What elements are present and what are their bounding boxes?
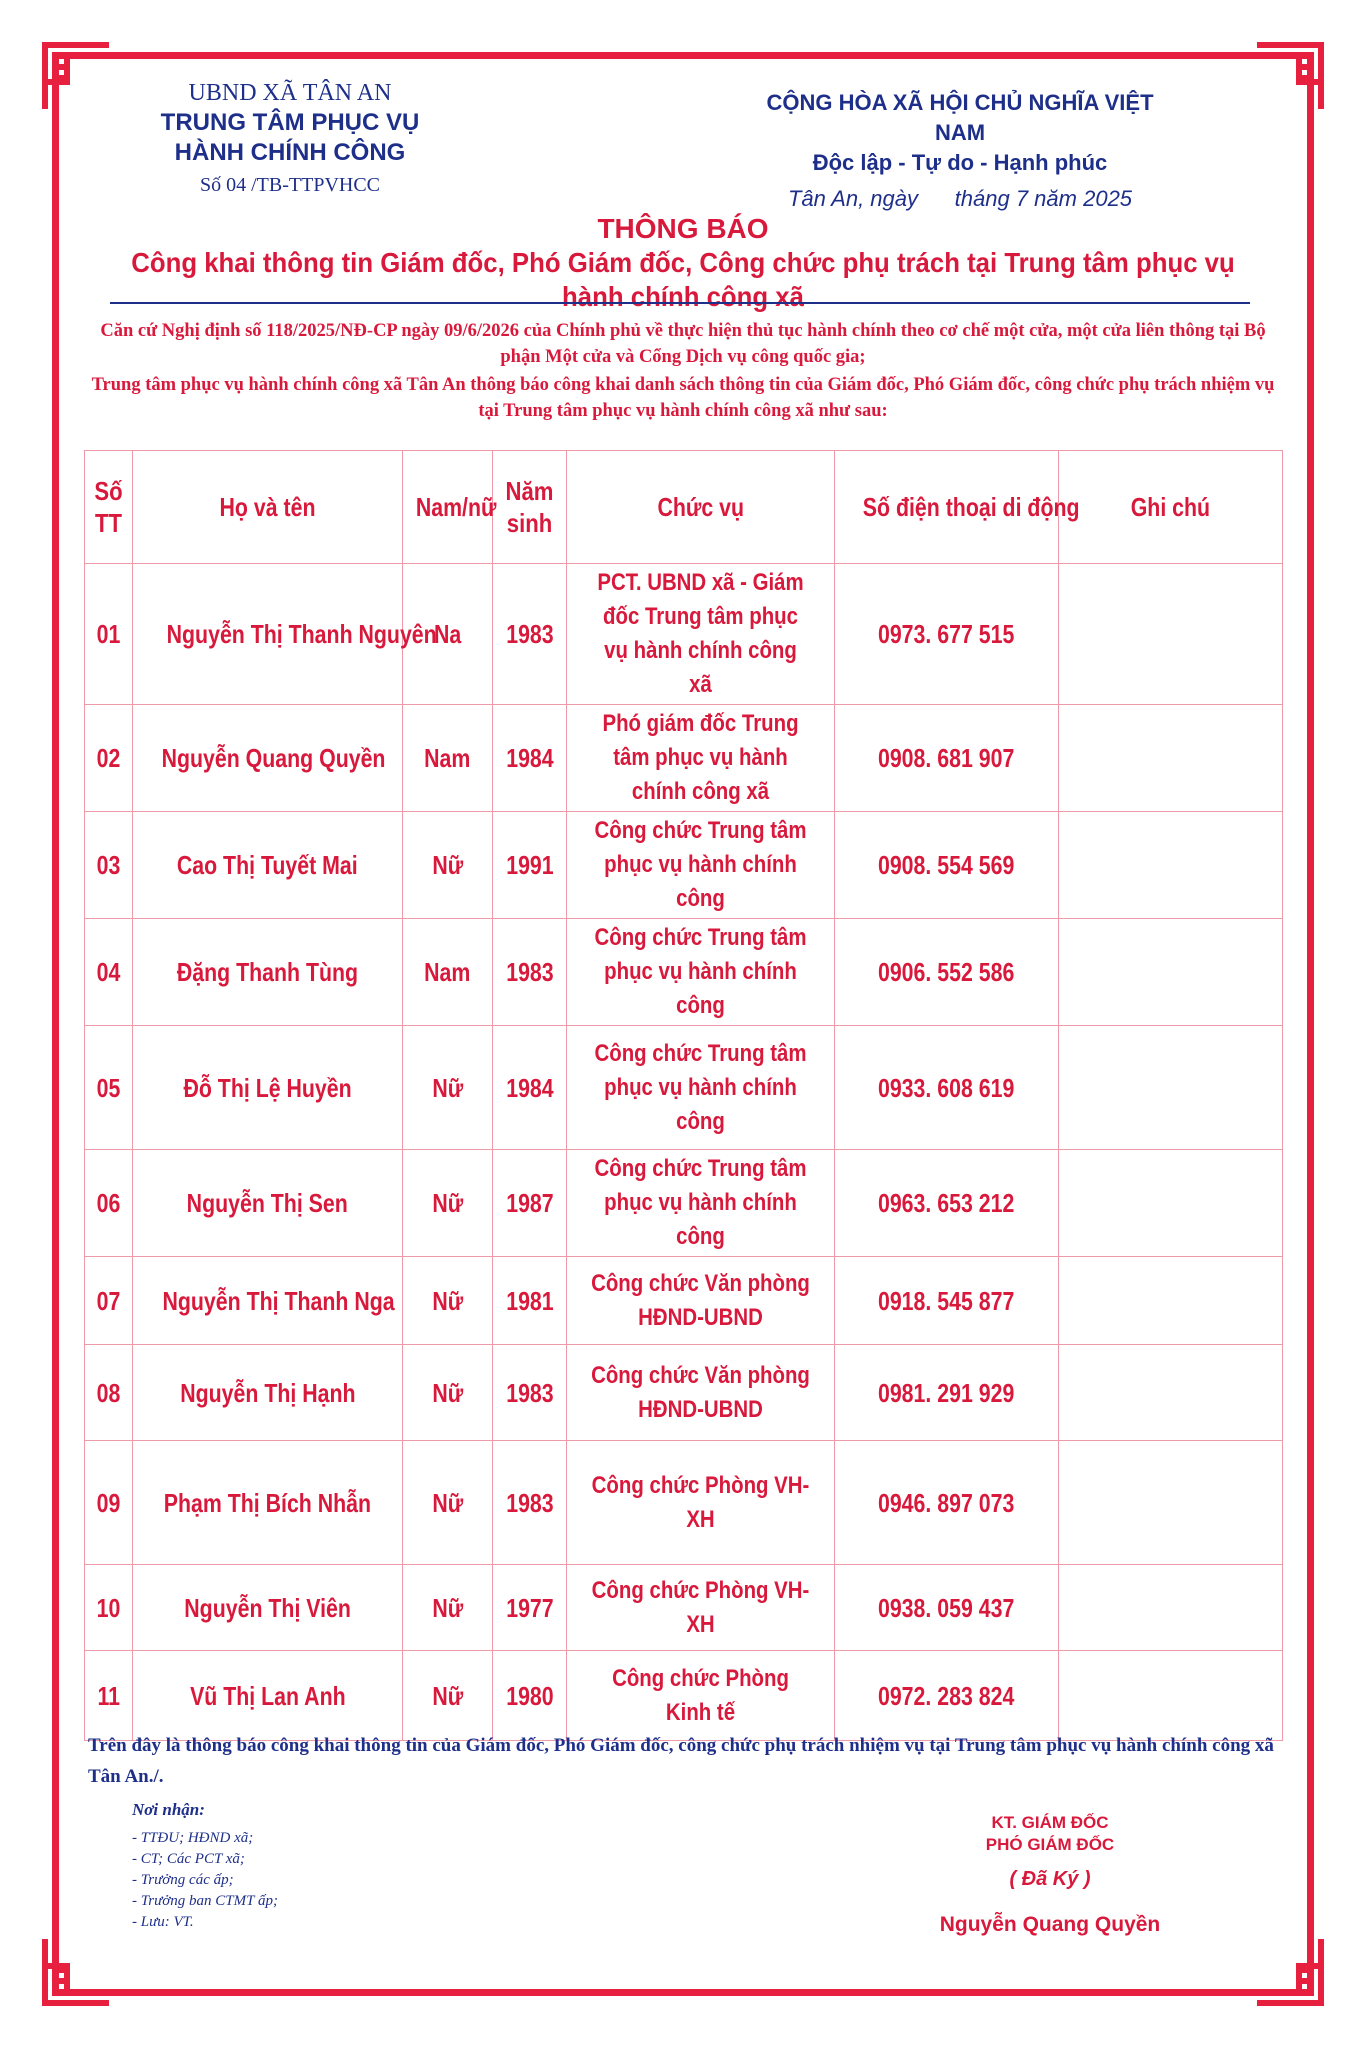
cell-stt: 08 — [85, 1345, 133, 1441]
cell-name: Nguyễn Thị Viên — [133, 1565, 403, 1651]
table-row — [85, 1257, 1283, 1345]
cell-stt: 01 — [85, 564, 133, 705]
cell-note — [1059, 919, 1283, 1026]
cell-position: Công chức Trung tâm phục vụ hành chính công — [567, 1150, 835, 1257]
cell-note — [1059, 1026, 1283, 1150]
table-row — [85, 1565, 1283, 1651]
corner-ornament-bottom-left — [42, 1936, 112, 2006]
cell-name: Nguyễn Thị Hạnh — [133, 1345, 403, 1441]
cell-note — [1059, 1345, 1283, 1441]
cell-phone: 0963. 653 212 — [835, 1150, 1059, 1257]
cell-position: Công chức Trung tâm phục vụ hành chính công — [567, 812, 835, 919]
header-name: Họ và tên — [133, 451, 403, 564]
cell-stt: 02 — [85, 705, 133, 812]
cell-name: Phạm Thị Bích Nhẫn — [133, 1441, 403, 1565]
table-row — [85, 1026, 1283, 1150]
cell-name: Nguyễn Thị Thanh Nguyên — [133, 564, 403, 705]
cell-gender: Nữ — [403, 1026, 493, 1150]
cell-year: 1984 — [493, 1026, 567, 1150]
cell-note — [1059, 564, 1283, 705]
cell-note — [1059, 1651, 1283, 1741]
issuer-header — [120, 78, 460, 197]
cell-position: Công chức Văn phòng HĐND-UBND — [567, 1257, 835, 1345]
cell-stt: 11 — [85, 1651, 133, 1741]
cell-gender: Nữ — [403, 1150, 493, 1257]
signer-name: Nguyễn Quang Quyền — [939, 1913, 1161, 1936]
recipient-item: - Trưởng các ấp; — [132, 1872, 234, 1888]
cell-year: 1983 — [493, 1441, 567, 1565]
recipient-item: - CT; Các PCT xã; — [132, 1851, 245, 1867]
cell-name: Cao Thị Tuyết Mai — [133, 812, 403, 919]
cell-phone: 0973. 677 515 — [835, 564, 1059, 705]
table-row — [85, 1150, 1283, 1257]
cell-note — [1059, 705, 1283, 812]
recipients-block — [132, 1800, 278, 1933]
cell-stt: 10 — [85, 1565, 133, 1651]
closing-statement: Trên đây là thông báo công khai thông tin của Giám đốc, Phó Giám đốc, công chức phụ trách nhiệm vụ tại Trung tâm phục vụ hành chính công xã Tân An./. — [88, 1735, 1274, 1787]
header-note: Ghi chú — [1059, 451, 1283, 564]
cell-name: Đặng Thanh Tùng — [133, 919, 403, 1026]
table-row — [85, 1441, 1283, 1565]
cell-year: 1977 — [493, 1565, 567, 1651]
cell-stt: 09 — [85, 1441, 133, 1565]
table-row — [85, 812, 1283, 919]
signature-authority: KT. GIÁM ĐỐC — [991, 1813, 1109, 1832]
table-row — [85, 564, 1283, 705]
cell-phone: 0906. 552 586 — [835, 919, 1059, 1026]
recipients-title: Nơi nhận: — [132, 1800, 205, 1819]
recipient-item: - TTĐU; HĐND xã; — [132, 1830, 254, 1846]
header-position: Chức vụ — [567, 451, 835, 564]
document-date: Tân An, ngày tháng 7 năm 2025 — [787, 186, 1133, 211]
cell-gender: Nữ — [403, 812, 493, 919]
cell-phone: 0908. 554 569 — [835, 812, 1059, 919]
cell-year: 1983 — [493, 919, 567, 1026]
staff-table — [84, 450, 1283, 1741]
issuer-parent: UBND XÃ TÂN AN — [188, 80, 392, 106]
header-gender: Nam/nữ — [403, 451, 493, 564]
cell-gender: Nữ — [403, 1651, 493, 1741]
cell-note — [1059, 1257, 1283, 1345]
cell-gender: Nữ — [403, 1565, 493, 1651]
cell-name: Nguyễn Thị Sen — [133, 1150, 403, 1257]
table-row — [85, 919, 1283, 1026]
cell-year: 1984 — [493, 705, 567, 812]
cell-phone: 0908. 681 907 — [835, 705, 1059, 812]
document-title — [70, 212, 1296, 314]
recipient-item: - Lưu: VT. — [132, 1914, 194, 1930]
cell-note — [1059, 1441, 1283, 1565]
cell-position: Công chức Văn phòng HĐND-UBND — [567, 1345, 835, 1441]
signature-status: ( Đã Ký ) — [1009, 1868, 1091, 1890]
cell-stt: 06 — [85, 1150, 133, 1257]
cell-stt: 04 — [85, 919, 133, 1026]
header-stt: Số TT — [85, 451, 133, 564]
intro-legal-basis: Căn cứ Nghị định số 118/2025/NĐ-CP ngày 09/6/2026 của Chính phủ về thực hiện thủ tục hành chính theo cơ chế một cửa, một cửa liên thông tại Bộ phận Một cửa và Cổng Dịch vụ công quốc gia; — [100, 321, 1266, 367]
title-divider — [110, 302, 1250, 304]
header-phone: Số điện thoại di động — [835, 451, 1059, 564]
issuer-name-line2: HÀNH CHÍNH CÔNG — [174, 139, 406, 166]
cell-note — [1059, 812, 1283, 919]
cell-position: Công chức Phòng VH-XH — [567, 1441, 835, 1565]
national-title: CỘNG HÒA XÃ HỘI CHỦ NGHĨA VIỆT NAM — [766, 90, 1154, 145]
table-row — [85, 1651, 1283, 1741]
cell-phone: 0946. 897 073 — [835, 1441, 1059, 1565]
recipient-item: - Trưởng ban CTMT ấp; — [132, 1893, 278, 1909]
cell-year: 1991 — [493, 812, 567, 919]
cell-position: Công chức Phòng Kinh tế — [567, 1651, 835, 1741]
corner-ornament-bottom-right — [1254, 1936, 1324, 2006]
cell-year: 1981 — [493, 1257, 567, 1345]
cell-year: 1983 — [493, 564, 567, 705]
table-row — [85, 1345, 1283, 1441]
cell-year: 1987 — [493, 1150, 567, 1257]
cell-phone: 0938. 059 437 — [835, 1565, 1059, 1651]
corner-ornament-top-right — [1254, 42, 1324, 112]
cell-name: Vũ Thị Lan Anh — [133, 1651, 403, 1741]
table-header-row — [85, 451, 1283, 564]
cell-position: Phó giám đốc Trung tâm phục vụ hành chính công xã — [567, 705, 835, 812]
national-motto: Độc lập - Tự do - Hạnh phúc — [812, 150, 1108, 175]
cell-phone: 0918. 545 877 — [835, 1257, 1059, 1345]
cell-position: Công chức Trung tâm phục vụ hành chính công — [567, 1026, 835, 1150]
cell-year: 1983 — [493, 1345, 567, 1441]
cell-name: Nguyễn Quang Quyền — [133, 705, 403, 812]
cell-phone: 0972. 283 824 — [835, 1651, 1059, 1741]
cell-note — [1059, 1150, 1283, 1257]
cell-gender: Nữ — [403, 1441, 493, 1565]
title-main: THÔNG BÁO — [597, 213, 769, 244]
table-row — [85, 705, 1283, 812]
cell-note — [1059, 1565, 1283, 1651]
cell-stt: 03 — [85, 812, 133, 919]
cell-year: 1980 — [493, 1651, 567, 1741]
cell-name: Đỗ Thị Lệ Huyền — [133, 1026, 403, 1150]
corner-ornament-top-left — [42, 42, 112, 112]
header-year: Năm sinh — [493, 451, 567, 564]
cell-gender: Nam — [403, 705, 493, 812]
cell-phone: 0933. 608 619 — [835, 1026, 1059, 1150]
cell-position: PCT. UBND xã - Giám đốc Trung tâm phục vụ hành chính công xã — [567, 564, 835, 705]
issuer-name-line1: TRUNG TÂM PHỤC VỤ — [160, 109, 420, 136]
cell-gender: Nam — [403, 919, 493, 1026]
signature-block — [900, 1812, 1200, 1937]
cell-gender: Na — [403, 564, 493, 705]
cell-stt: 07 — [85, 1257, 133, 1345]
cell-position: Công chức Phòng VH-XH — [567, 1565, 835, 1651]
national-header — [740, 88, 1180, 216]
cell-name: Nguyễn Thị Thanh Nga — [133, 1257, 403, 1345]
title-sub: Công khai thông tin Giám đốc, Phó Giám đốc, Công chức phụ trách tại Trung tâm phục vụ hành chính công xã — [131, 247, 1235, 312]
cell-phone: 0981. 291 929 — [835, 1345, 1059, 1441]
cell-gender: Nữ — [403, 1257, 493, 1345]
document-number: Số 04 /TB-TTPVHCC — [199, 174, 381, 196]
intro-text — [84, 318, 1282, 426]
signature-title: PHÓ GIÁM ĐỐC — [985, 1835, 1115, 1854]
intro-statement: Trung tâm phục vụ hành chính công xã Tân An thông báo công khai danh sách thông tin của Giám đốc, Phó Giám đốc, công chức phụ trách nhiệm vụ tại Trung tâm phục vụ hành chính công xã như sau: — [91, 375, 1275, 421]
cell-stt: 05 — [85, 1026, 133, 1150]
cell-position: Công chức Trung tâm phục vụ hành chính công — [567, 919, 835, 1026]
cell-gender: Nữ — [403, 1345, 493, 1441]
